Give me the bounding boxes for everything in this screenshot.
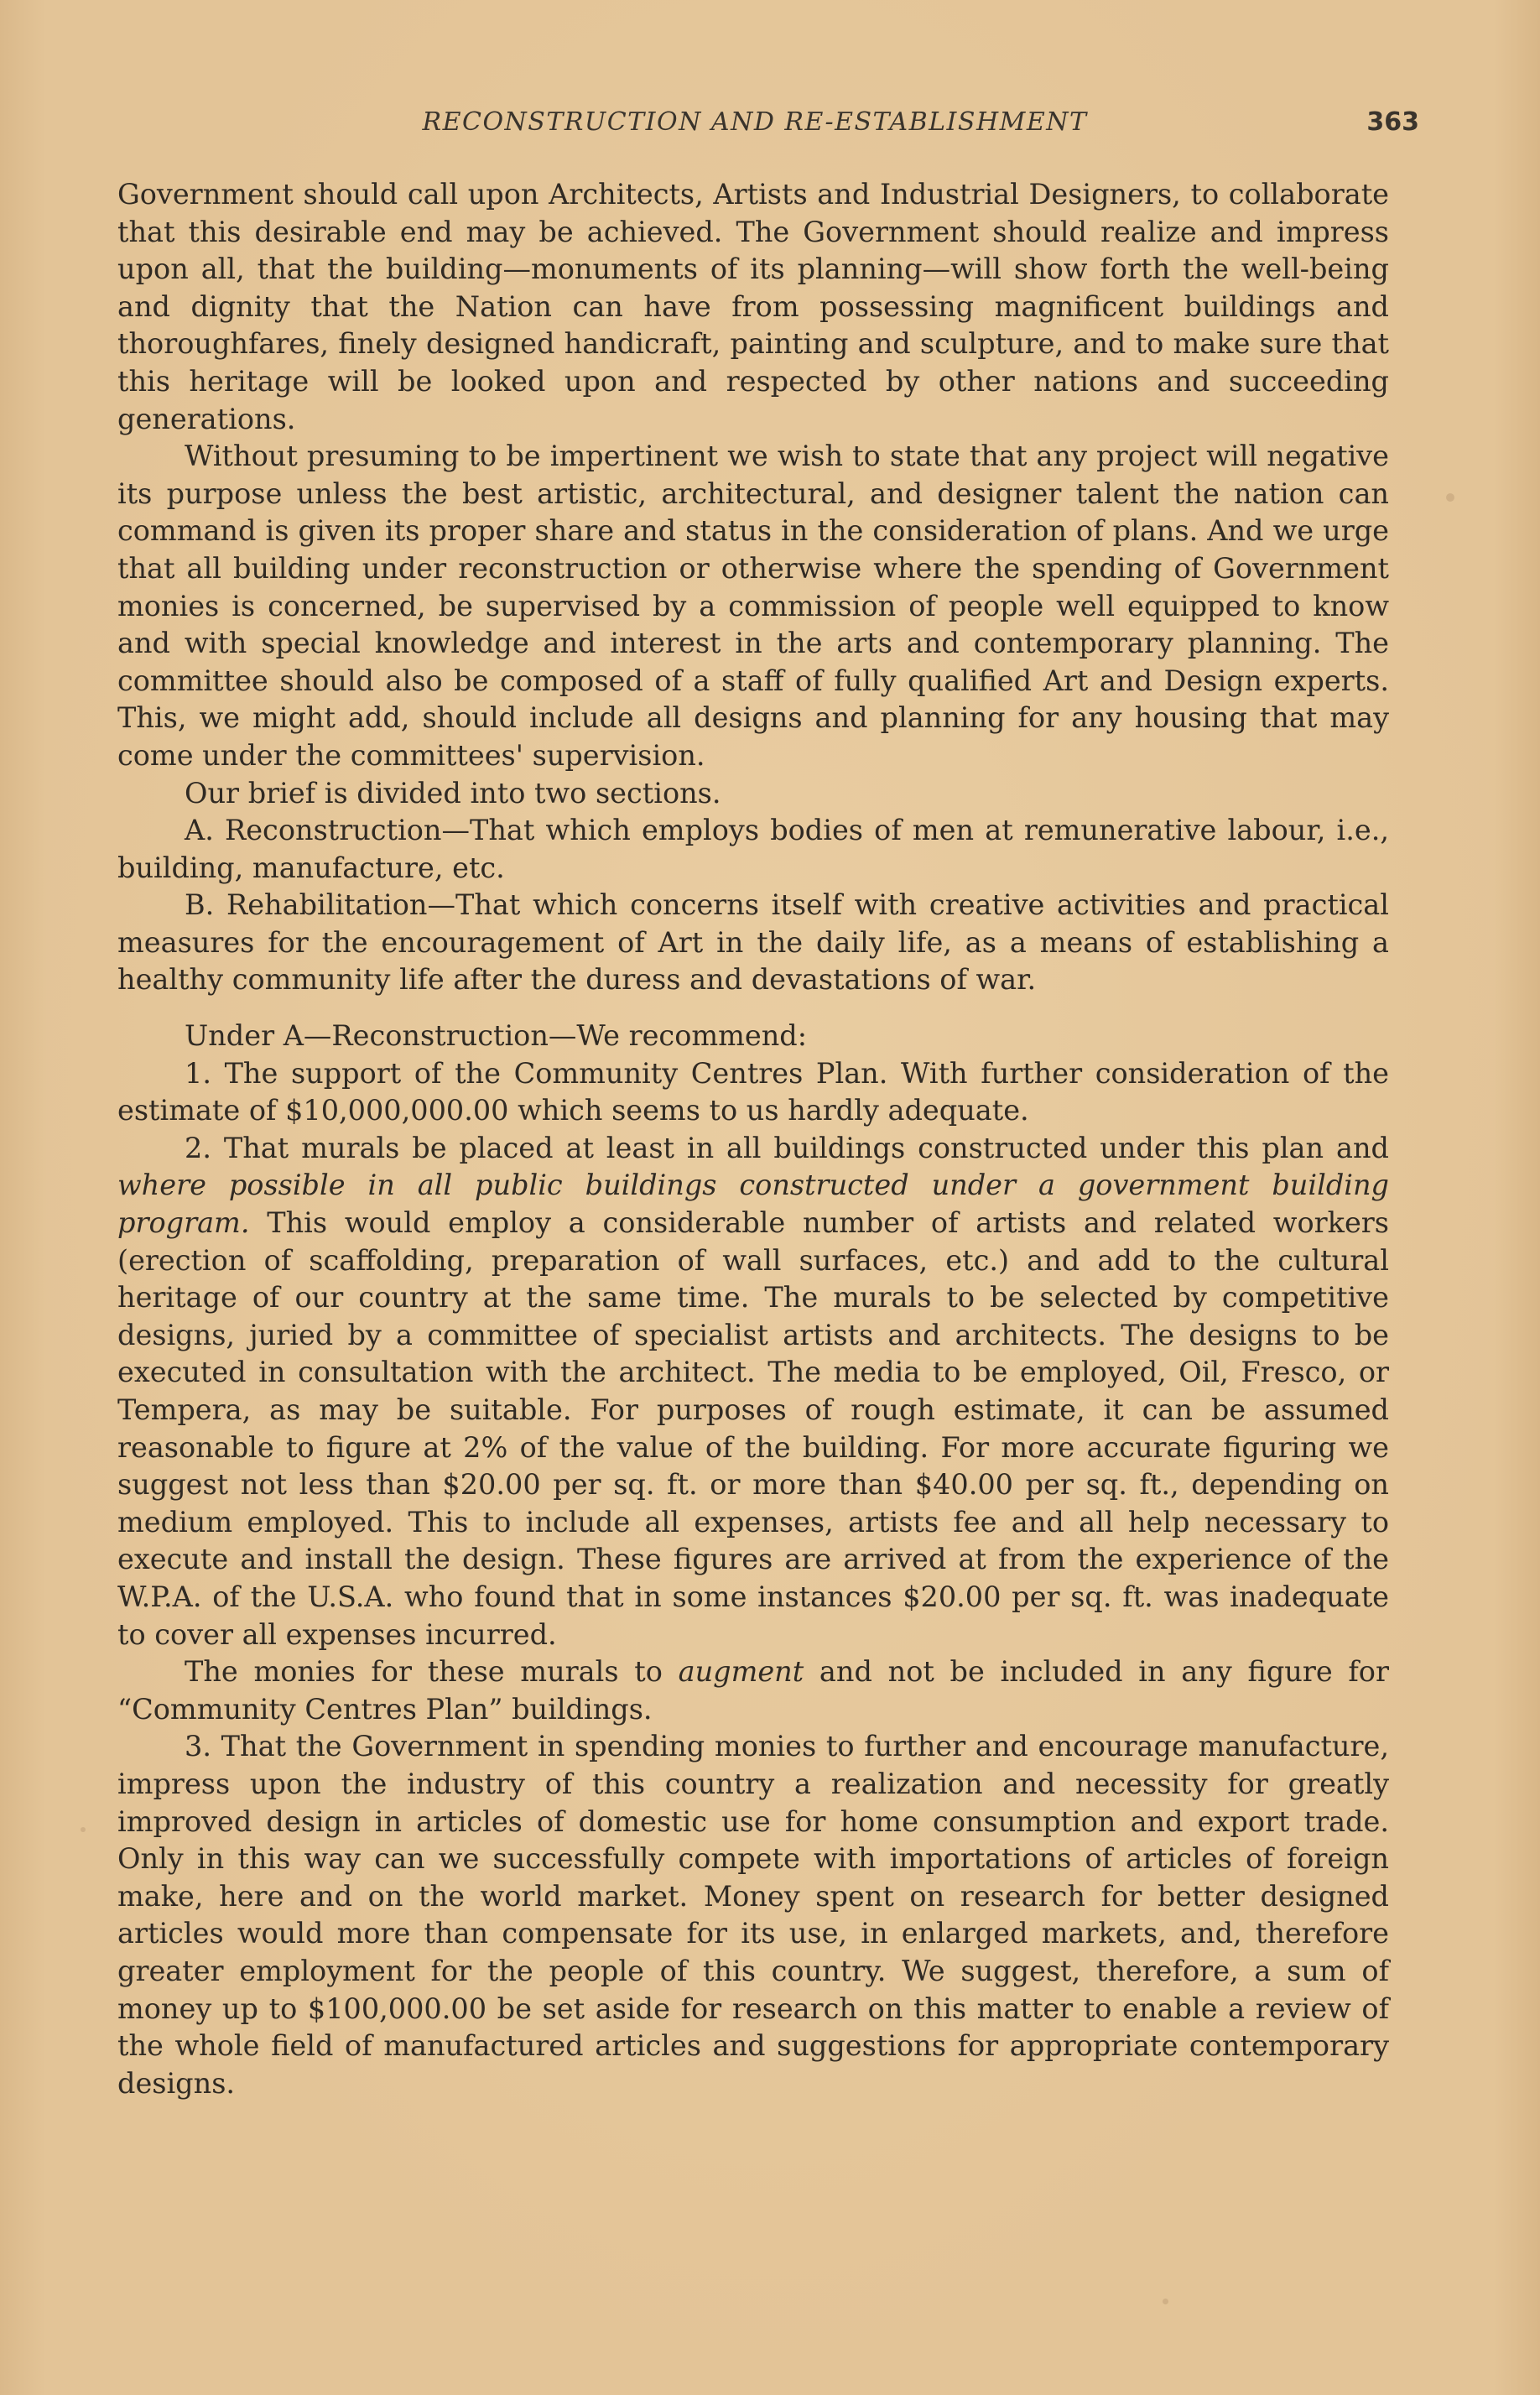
recommendation-2-italic: where possible in all public buildings constructed under a government building program. bbox=[117, 1169, 1389, 1240]
running-title: RECONSTRUCTION AND RE-ESTABLISHMENT bbox=[422, 107, 1088, 137]
recommendation-2-rest: This would employ a considerable number of artists and related workers (erection of scaffolding, preparation of wall surfaces, etc.) and add to the cultural heritage of our country at the same time. The murals to be selected by competitive designs, juried by a committee of specialist artists and architects. The designs to be executed in consultation with the architect. The media to be employed, Oil, Fresco, or Tempera, as may be suitable. For purposes of rough estimate, it can be assumed reasonable to figure at 2% of the value of the building. For more accurate figuring we suggest not less than $20.00 per sq. ft. or more than $40.00 per sq. ft., depending on medium employed. This to include all expenses, artists fee and all help necessary to execute and install the design. These figures are arrived at from the experience of the W.P.A. of the U.S.A. who found that in some instances $20.00 per sq. ft. was inadequate to cover all expenses incurred. bbox=[117, 1206, 1389, 1651]
murals-monies-rest: and not be included in any figure for “Community Centres Plan” buildings. bbox=[117, 1655, 1389, 1726]
murals-monies-italic: augment bbox=[678, 1655, 804, 1689]
paragraph-recommendation-1: 1. The support of the Community Centres Plan. With further consideration of the estimate of $10,000,000.00 which seems to us hardly adequate. bbox=[117, 1056, 1389, 1127]
paper-blemish bbox=[81, 1827, 86, 1832]
paragraph-murals-monies bbox=[117, 1653, 1389, 1728]
murals-monies-lead: The monies for these murals to bbox=[185, 1655, 679, 1689]
paragraph-under-a-heading: Under A—Reconstruction—We recommend: bbox=[185, 1019, 808, 1053]
paragraph-section-a: A. Reconstruction—That which employs bodies of men at remunerative labour, i.e., building, manufacture, etc. bbox=[117, 814, 1389, 884]
paragraph-recommendation-3: 3. That the Government in spending monies to further and encourage manufacture, impress upon the industry of this country a realization and necessity for greatly improved design in articles of domestic use for home consumption and export trade. Only in this way can we successfully compete with importations of articles of foreign make, here and on the world market. Money spent on research for better designed articles would more than compensate for its use, in enlarged markets, and, therefore greater employment for the people of this country. We suggest, therefore, a sum of money up to $100,000.00 be set aside for research on this matter to enable a review of the whole field of manufactured articles and suggestions for appropriate contemporary designs. bbox=[117, 1730, 1389, 2100]
paragraph-without-presuming: Without presuming to be impertinent we wish to state that any project will negative its purpose unless the best artistic, architectural, and designer talent the nation can command is given its proper share and status in the consideration of plans. And we urge that all building under reconstruction or otherwise where the spending of Government monies is concerned, be supervised by a commission of people well equipped to know and with special knowledge and interest in the arts and contemporary planning. The committee should also be composed of a staff of fully qualified Art and Design experts. This, we might add, should include all designs and planning for any housing that may come under the committees' supervision. bbox=[117, 440, 1389, 772]
paper-blemish bbox=[1446, 493, 1454, 502]
recommendation-2-lead: 2. That murals be placed at least in all buildings constructed under this plan and bbox=[185, 1131, 1389, 1164]
body-text bbox=[117, 176, 1389, 2102]
paragraph-government-collaboration: Government should call upon Architects, Artists and Industrial Designers, to collaborate that this desirable end may be achieved. The Government should realize and impress upon all, that the building—monuments of its planning—will show forth the well-being and dignity that the Nation can have from possessing magnificent buildings and thoroughfares, finely designed handicraft, painting and sculpture, and to make sure that this heritage will be looked upon and respected by other nations and succeeding generations. bbox=[117, 178, 1389, 435]
page-number: 363 bbox=[1366, 107, 1419, 137]
paragraph-recommendation-2 bbox=[117, 1130, 1389, 1653]
paragraph-section-b: B. Rehabilitation—That which concerns itself with creative activities and practical measures for the encouragement of Art in the daily life, as a means of establishing a healthy community life after the duress and devastations of war. bbox=[117, 888, 1389, 997]
paragraph-brief-sections: Our brief is divided into two sections. bbox=[185, 776, 721, 810]
paper-blemish bbox=[1163, 2299, 1168, 2304]
page-header bbox=[117, 107, 1419, 144]
